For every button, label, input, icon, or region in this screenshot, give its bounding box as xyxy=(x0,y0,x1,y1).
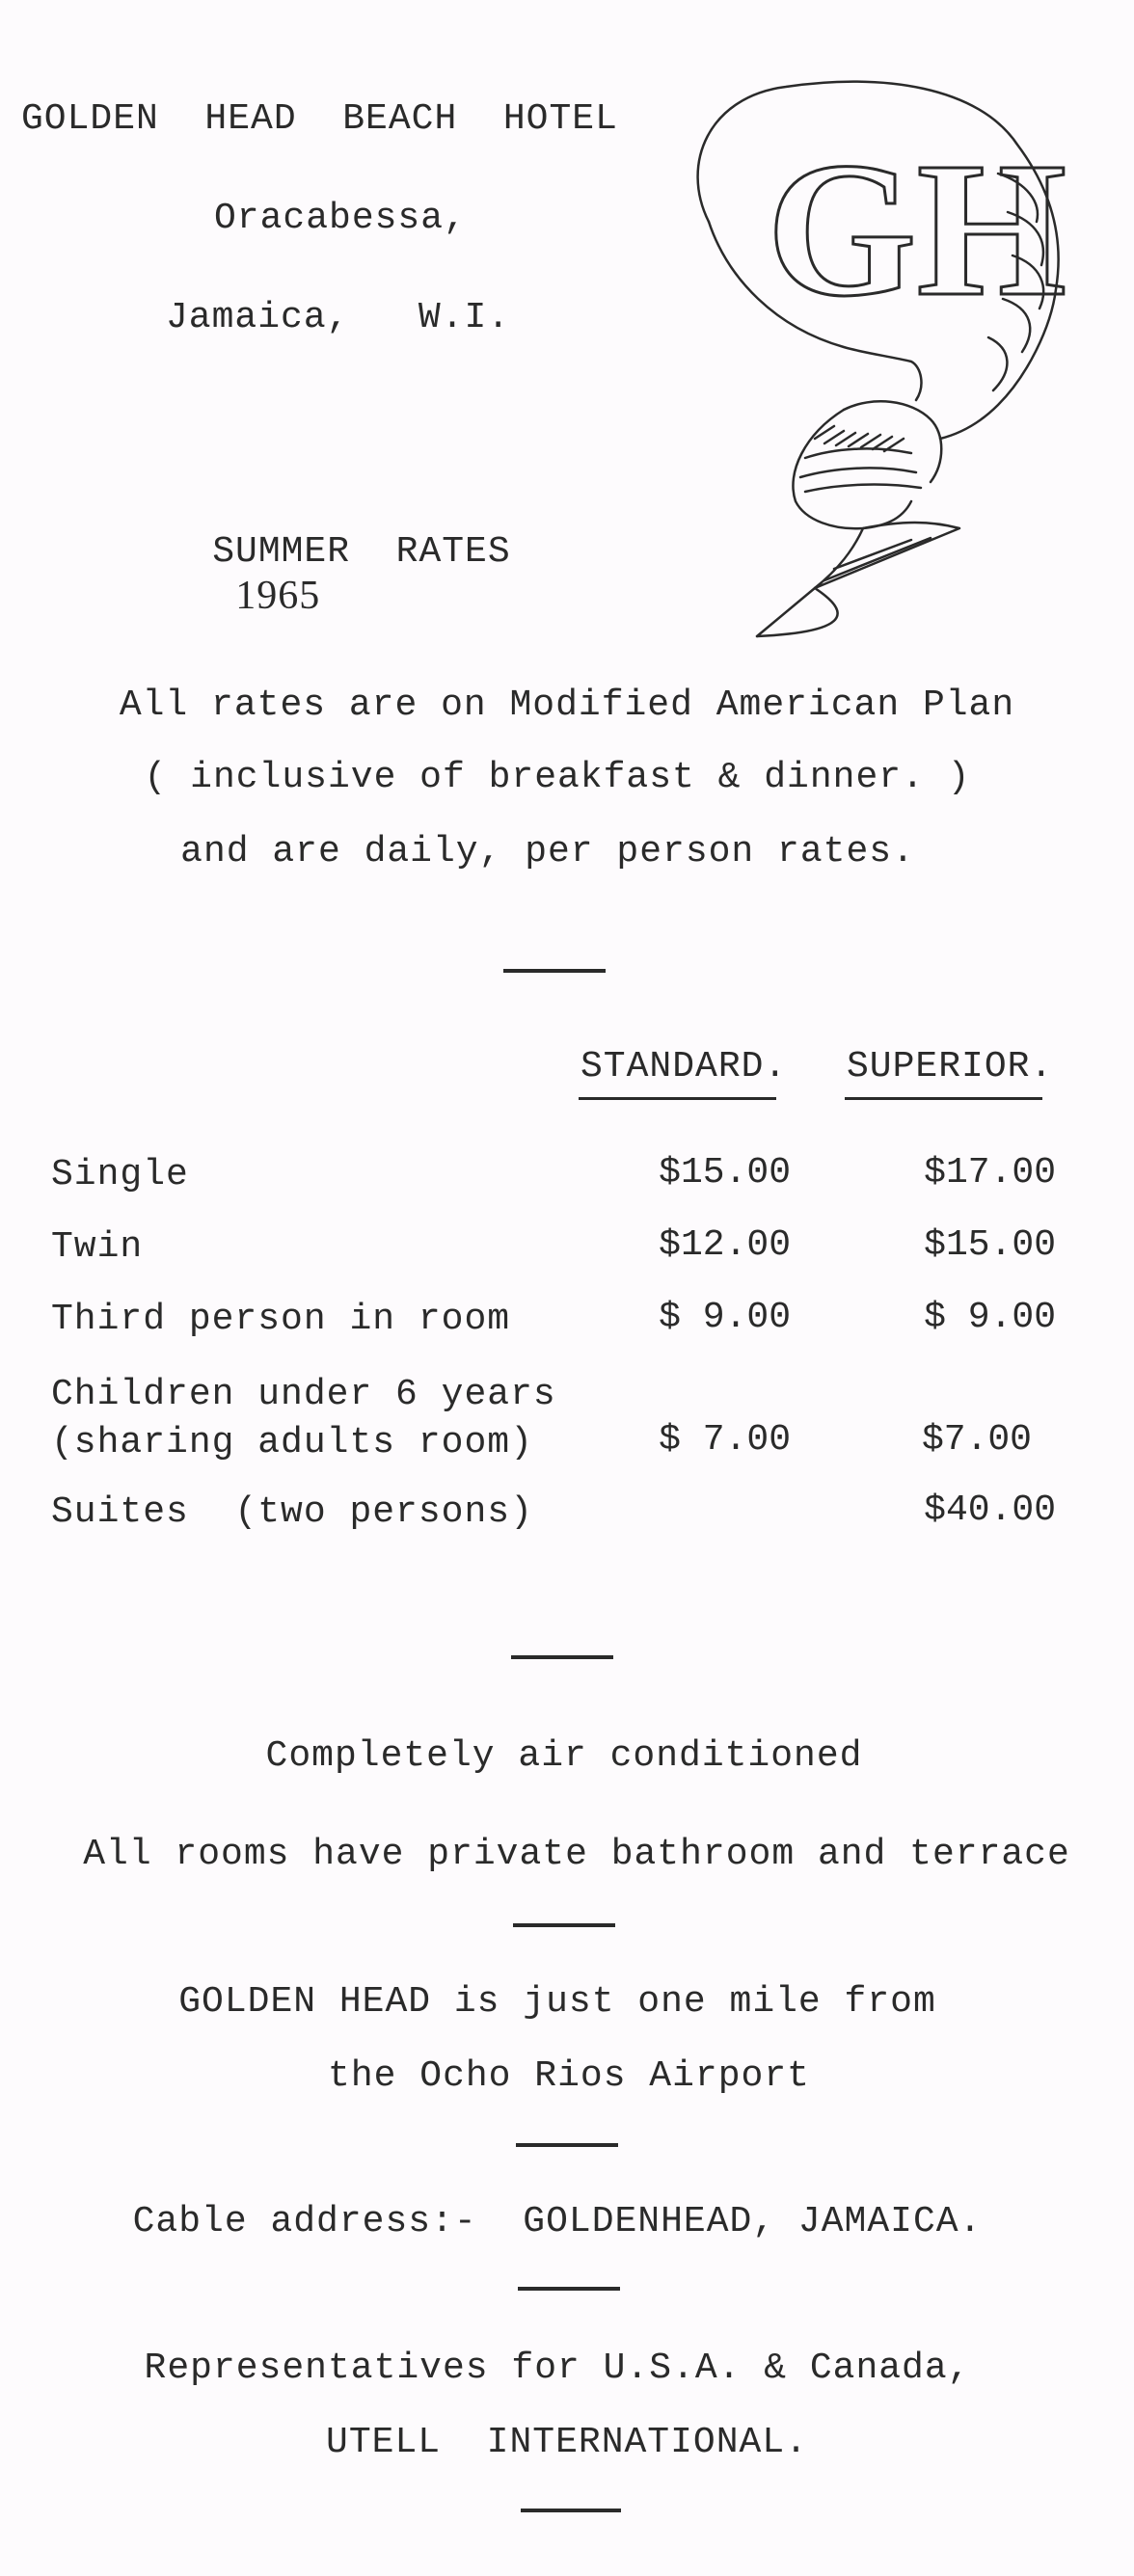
column-header-underline xyxy=(845,1097,1042,1100)
superior-rate: $40.00 xyxy=(924,1489,1056,1531)
location-line-1: GOLDEN HEAD is just one mile from xyxy=(178,1981,936,2023)
standard-rate: $ 9.00 xyxy=(659,1297,791,1338)
divider xyxy=(503,969,606,973)
feature-air-conditioning: Completely air conditioned xyxy=(265,1735,863,1777)
divider xyxy=(516,2143,618,2147)
intro-line-2: ( inclusive of breakfast & dinner. ) xyxy=(144,757,971,798)
hotel-country: Jamaica, W.I. xyxy=(166,297,511,338)
rates-year: 1965 xyxy=(235,574,321,618)
representatives-line-1: Representatives for U.S.A. & Canada, xyxy=(144,2348,971,2389)
standard-rate: $15.00 xyxy=(659,1152,791,1194)
row-label: Third person in room xyxy=(51,1299,511,1340)
svg-text:GH: GH xyxy=(767,123,1067,336)
column-header-underline xyxy=(579,1097,776,1100)
gh-helmet-logo xyxy=(670,67,1104,646)
superior-rate: $7.00 xyxy=(921,1419,1032,1461)
rates-title-label: SUMMER RATES xyxy=(212,531,511,573)
superior-rate: $15.00 xyxy=(924,1224,1056,1266)
hotel-town: Oracabessa, xyxy=(214,198,467,239)
cable-address: Cable address:- GOLDENHEAD, JAMAICA. xyxy=(132,2201,983,2242)
divider xyxy=(518,2287,620,2291)
row-label: Single xyxy=(51,1154,189,1195)
location-line-2: the Ocho Rios Airport xyxy=(328,2055,810,2097)
representatives-line-2: UTELL INTERNATIONAL. xyxy=(326,2422,808,2463)
row-label: Children under 6 years (sharing adults room) xyxy=(51,1374,556,1463)
standard-rate: $ 7.00 xyxy=(659,1419,791,1461)
intro-line-1: All rates are on Modified American Plan xyxy=(119,684,1015,726)
superior-rate: $17.00 xyxy=(924,1152,1056,1194)
standard-rate: $12.00 xyxy=(659,1224,791,1266)
divider xyxy=(521,2509,621,2512)
divider xyxy=(513,1923,615,1927)
rates-title xyxy=(121,490,511,661)
intro-line-3: and are daily, per person rates. xyxy=(180,831,915,872)
row-label: Twin xyxy=(51,1226,144,1268)
row-label: Suites (two persons) xyxy=(51,1491,533,1533)
superior-rate: $ 9.00 xyxy=(924,1297,1056,1338)
column-header-superior: SUPERIOR. xyxy=(847,1046,1054,1087)
divider xyxy=(511,1655,613,1659)
feature-bathroom-terrace: All rooms have private bathroom and terrace xyxy=(83,1834,1070,1875)
hotel-name: GOLDEN HEAD BEACH HOTEL xyxy=(21,98,618,140)
column-header-standard: STANDARD. xyxy=(580,1046,788,1087)
